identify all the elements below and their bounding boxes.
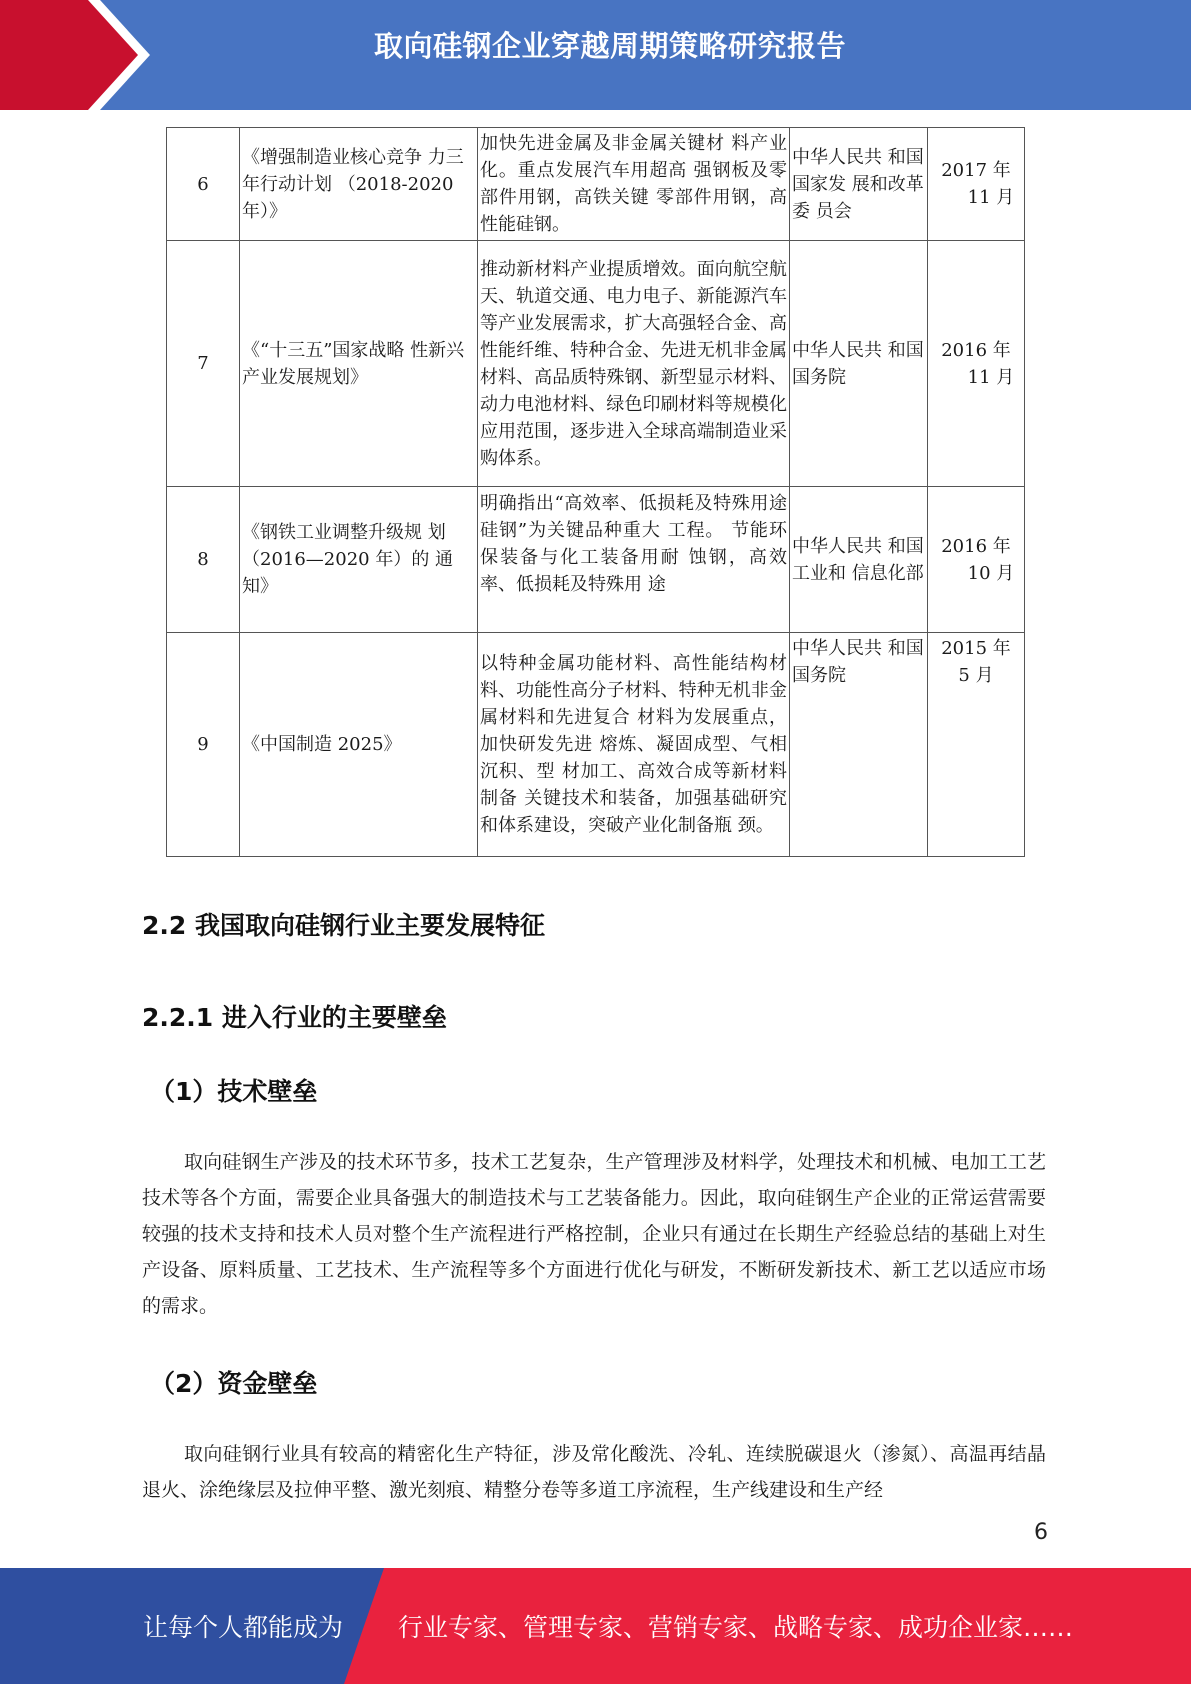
- policy-name: 《中国制造 2025》: [240, 633, 478, 857]
- policy-name: 《增强制造业核心竞争 力三年行动计划 （2018-2020 年）》: [240, 128, 478, 241]
- date-year: 2016 年: [941, 339, 1011, 361]
- policy-content: 推动新材料产业提质增效。面向航空航天、轨道交通、电力电子、新能源汽车等产业发展需求，扩大高强轻合金、高性能纤维、特种合金、先进无机非金属材料、高品质特殊钢、新型显示材料、动力电池材料、绿色印刷材料等规模化应用范围，逐步进入全球高端制造业采购体系。: [478, 241, 790, 487]
- page-number: 6: [1034, 1520, 1048, 1545]
- policy-name: 《钢铁工业调整升级规 划（2016—2020 年）的 通知》: [240, 487, 478, 633]
- table-row: [167, 633, 1025, 857]
- subsection-heading: 2.2.1 进入行业的主要壁垒: [142, 1003, 447, 1032]
- report-title: 取向硅钢企业穿越周期策略研究报告: [373, 29, 846, 63]
- table-row: [167, 241, 1025, 487]
- policy-issuer: 中华人民共 和国工业和 信息化部: [790, 487, 928, 633]
- technical-barrier-paragraph: 取向硅钢生产涉及的技术环节多，技术工艺复杂，生产管理涉及材料学，处理技术和机械、电加工工艺技术等各个方面，需要企业具备强大的制造技术与工艺装备能力。因此，取向硅钢生产企业的正常运营需要较强的技术支持和技术人员对整个生产流程进行严格控制，企业只有通过在长期生产经验总结的基础上对生产设备、原料质量、工艺技术、生产流程等多个方面进行优化与研发，不断研发新技术、新工艺以适应市场的需求。: [142, 1151, 1046, 1317]
- date-month: 5 月: [958, 665, 994, 686]
- policy-content: 以特种金属功能材料、高性能结构材料、功能性高分子材料、特种无机非金属材料和先进复合 材料为发展重点，加快研发先进 熔炼、凝固成型、气相沉积、型 材加工、高效合成等新材料制备 关键技术和装备，加强基础研究 和体系建设，突破产业化制备瓶 颈。: [478, 633, 790, 857]
- section-heading: 2.2 我国取向硅钢行业主要发展特征: [142, 911, 545, 940]
- policy-issuer: 中华人民共 和国国家发 展和改革委 员会: [790, 128, 928, 241]
- row-number: 8: [167, 487, 240, 633]
- policy-content: [478, 487, 790, 633]
- policy-name: 《“十三五”国家战略 性新兴产业发展规划》: [240, 241, 478, 487]
- policy-table: [166, 127, 1025, 857]
- page-header: [0, 0, 1191, 110]
- policy-date: [928, 241, 1025, 487]
- date-year: 2016 年: [941, 535, 1011, 557]
- page-footer: [0, 1568, 1191, 1684]
- table-row: [167, 487, 1025, 633]
- policy-issuer: 中华人民共 和国国务院: [790, 241, 928, 487]
- policy-date: [928, 633, 1025, 857]
- policy-content: 加快先进金属及非金属关键材 料产业化。重点发展汽车用超高 强钢板及零部件用钢，高铁关键 零部件用钢，高性能硅钢。: [478, 128, 790, 241]
- date-year: 2017 年: [941, 160, 1011, 181]
- policy-date: [928, 128, 1025, 241]
- date-year: 2015 年: [941, 638, 1011, 659]
- table-row: [167, 128, 1025, 241]
- footer-slogan-left: 让每个人都能成为: [143, 1613, 344, 1642]
- policy-date: [928, 487, 1025, 633]
- date-month: 11 月: [967, 366, 1015, 388]
- header-arrow-shape: [0, 0, 140, 110]
- footer-slogan-right: 行业专家、管理专家、营销专家、战略专家、成功企业家……: [398, 1613, 1074, 1642]
- row-number: 9: [167, 633, 240, 857]
- date-month: 11 月: [967, 187, 1015, 208]
- date-month: 10 月: [967, 562, 1015, 584]
- capital-barrier-heading: （2）资金壁垒: [150, 1369, 318, 1398]
- policy-issuer: 中华人民共 和国国务院: [790, 633, 928, 857]
- capital-barrier-paragraph: 取向硅钢行业具有较高的精密化生产特征，涉及常化酸洗、冷轧、连续脱碳退火（渗氮）、高温再结晶退火、涂绝缘层及拉伸平整、激光刻痕、精整分卷等多道工序流程，生产线建设和生产经: [142, 1443, 1046, 1501]
- policy-content-text: 明确指出“高效率、低损耗及特殊用途硅钢”为关键品种重大 工程。 节能环保装备与化工装备用耐 蚀钢，高效率、低损耗及特殊用 途: [480, 492, 787, 595]
- row-number: 7: [167, 241, 240, 487]
- row-number: 6: [167, 128, 240, 241]
- technical-barrier-heading: （1）技术壁垒: [150, 1077, 318, 1106]
